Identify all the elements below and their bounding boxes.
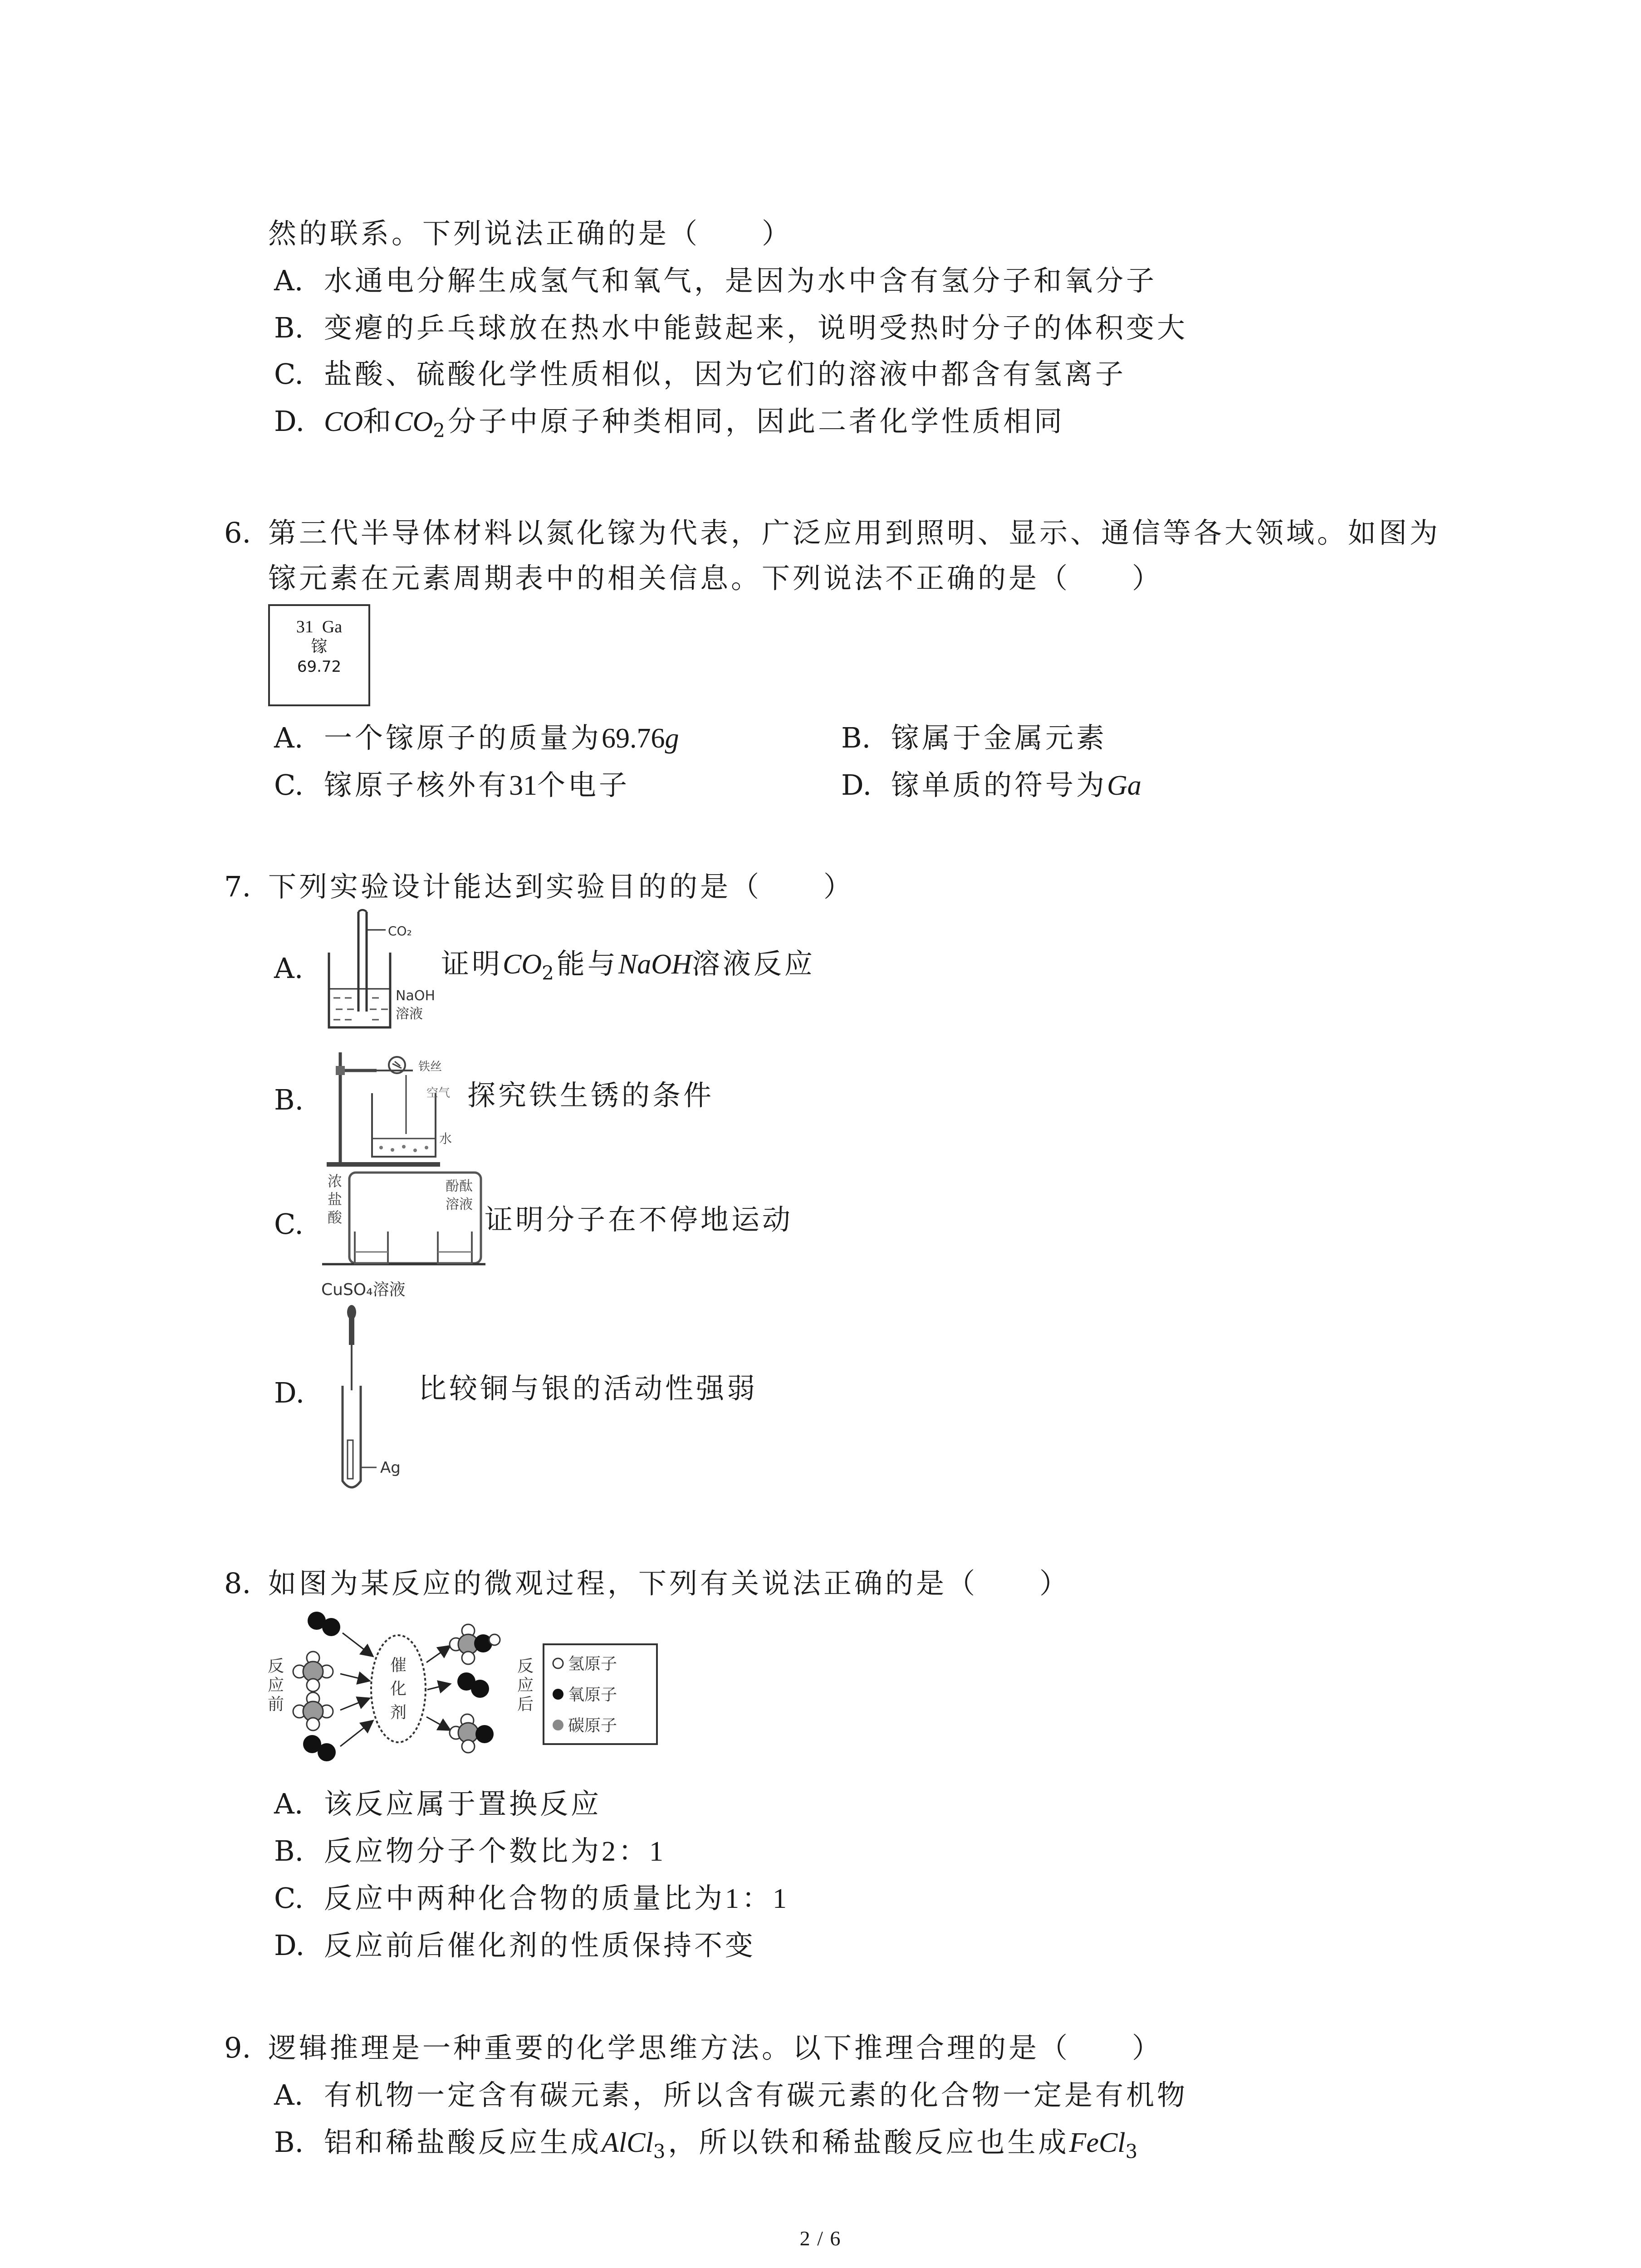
reactant-ch4-lower	[293, 1692, 333, 1730]
after-label-1: 反	[517, 1657, 534, 1676]
cuso4-label: CuSO₄溶液	[321, 1281, 406, 1299]
q7-stem: 下列实验设计能达到实验目的的是（ ）	[268, 870, 855, 903]
water-label: 水	[439, 1131, 452, 1146]
phenol-label-1: 酚酞	[446, 1178, 473, 1194]
q5-option-a[interactable]: A. 水通电分解生成氢气和氧气，是因为水中含有氢分子和氧分子	[274, 264, 1157, 297]
reactant-ch4-upper	[293, 1652, 333, 1691]
before-label-3: 前	[268, 1695, 284, 1714]
legend-carbon: 碳原子	[568, 1716, 617, 1735]
product-methanol-2	[450, 1714, 494, 1753]
q6-option-a[interactable]: A. 一个镓原子的质量为69.76g	[274, 721, 679, 754]
phenol-label-2: 溶液	[446, 1197, 473, 1212]
q7-option-b-text[interactable]: 探究铁生锈的条件	[467, 1079, 715, 1112]
q7-option-a-text[interactable]: 证明$CO_2$能与NaOH溶液反应	[441, 947, 815, 984]
air-label: 空气	[426, 1086, 451, 1100]
q7-option-d-letter[interactable]: D.	[274, 1376, 305, 1409]
q9-number: 9.	[224, 2031, 251, 2064]
catalyst-label-1: 催	[390, 1656, 407, 1675]
iron-wire-label: 铁丝	[418, 1060, 442, 1074]
q8-option-c[interactable]: C. 反应中两种化合物的质量比为1：1	[274, 1882, 790, 1915]
legend-hydrogen: 氢原子	[568, 1655, 617, 1673]
atomic-number: 31	[296, 617, 314, 636]
element-card-gallium	[268, 604, 370, 706]
element-symbol: Ga	[322, 617, 343, 636]
q9-option-a[interactable]: A. 有机物一定含有碳元素，所以含有碳元素的化合物一定是有机物	[274, 2078, 1188, 2112]
element-header	[270, 617, 368, 637]
q7-option-b-letter[interactable]: B.	[274, 1083, 304, 1116]
q6-stem-line1: 第三代半导体材料以氮化镓为代表，广泛应用到照明、显示、通信等各大领域。如图为	[268, 516, 1441, 549]
before-label-2: 应	[268, 1676, 284, 1695]
q6-option-b[interactable]: B. 镓属于金属元素	[841, 721, 1107, 754]
solution-label: 溶液	[396, 1006, 423, 1022]
q6-stem-line2: 镓元素在元素周期表中的相关信息。下列说法不正确的是（ ）	[268, 562, 1163, 595]
before-label-1: 反	[268, 1657, 284, 1676]
catalyst-label-2: 化	[390, 1680, 407, 1698]
atomic-mass: 69.72	[297, 658, 342, 676]
co2-naoh-beaker-figure	[318, 907, 440, 1039]
conc-label-3: 酸	[328, 1209, 343, 1226]
q8-option-a[interactable]: A. 该反应属于置换反应	[274, 1787, 602, 1820]
reactant-o2-bottom	[303, 1735, 336, 1761]
q5-option-d[interactable]: D. CO和$CO_2$分子中原子种类相同，因此二者化学性质相同	[274, 405, 1065, 442]
ag-label: Ag	[380, 1459, 401, 1477]
q8-option-b[interactable]: B. 反应物分子个数比为2：1	[274, 1834, 666, 1867]
q8-stem: 如图为某反应的微观过程，下列有关说法正确的是（ ）	[268, 1567, 1071, 1600]
iron-rust-figure	[318, 1043, 463, 1170]
conc-label-1: 浓	[328, 1173, 343, 1190]
q7-number: 7.	[224, 870, 251, 903]
q5-stem-continuation: 然的联系。下列说法正确的是（ ）	[268, 217, 793, 250]
molecule-motion-figure	[318, 1168, 490, 1277]
q6-number: 6.	[224, 516, 251, 549]
product-methanol	[450, 1624, 500, 1664]
reaction-microscopic-diagram	[263, 1608, 717, 1771]
catalyst-label-3: 剂	[390, 1703, 407, 1722]
reactant-o2-top	[308, 1612, 340, 1636]
conc-label-2: 盐	[328, 1191, 343, 1208]
q5-option-c[interactable]: C. 盐酸、硫酸化学性质相似，因为它们的溶液中都含有氢离子	[274, 357, 1127, 391]
after-label-3: 后	[517, 1695, 534, 1714]
q8-number: 8.	[224, 1567, 251, 1600]
q7-option-c-letter[interactable]: C.	[274, 1207, 304, 1241]
q7-option-d-text[interactable]: 比较铜与银的活动性强弱	[418, 1372, 758, 1405]
q9-stem: 逻辑推理是一种重要的化学思维方法。以下推理合理的是（ ）	[268, 2031, 1163, 2064]
co2-label: CO₂	[388, 924, 412, 938]
q6-option-d[interactable]: D. 镓单质的符号为Ga	[841, 768, 1141, 802]
product-o2	[457, 1672, 489, 1698]
after-label-2: 应	[517, 1676, 534, 1695]
q6-option-c[interactable]: C. 镓原子核外有31个电子	[274, 768, 630, 802]
q9-option-b[interactable]: B. 铝和稀盐酸反应生成AlCl$_3$，所以铁和稀盐酸反应也生成FeCl$_3$	[274, 2126, 1141, 2163]
element-name: 镓	[311, 637, 328, 656]
q7-option-c-text[interactable]: 证明分子在不停地运动	[485, 1203, 794, 1236]
q7-option-a-letter[interactable]: A.	[274, 952, 304, 985]
q5-option-b[interactable]: B. 变瘪的乒乓球放在热水中能鼓起来，说明受热时分子的体积变大	[274, 311, 1188, 344]
page-number: 2 / 6	[799, 2227, 842, 2250]
legend-oxygen: 氧原子	[568, 1686, 617, 1704]
naoh-label: NaOH	[396, 988, 435, 1004]
q8-option-d[interactable]: D. 反应前后催化剂的性质保持不变	[274, 1929, 756, 1962]
